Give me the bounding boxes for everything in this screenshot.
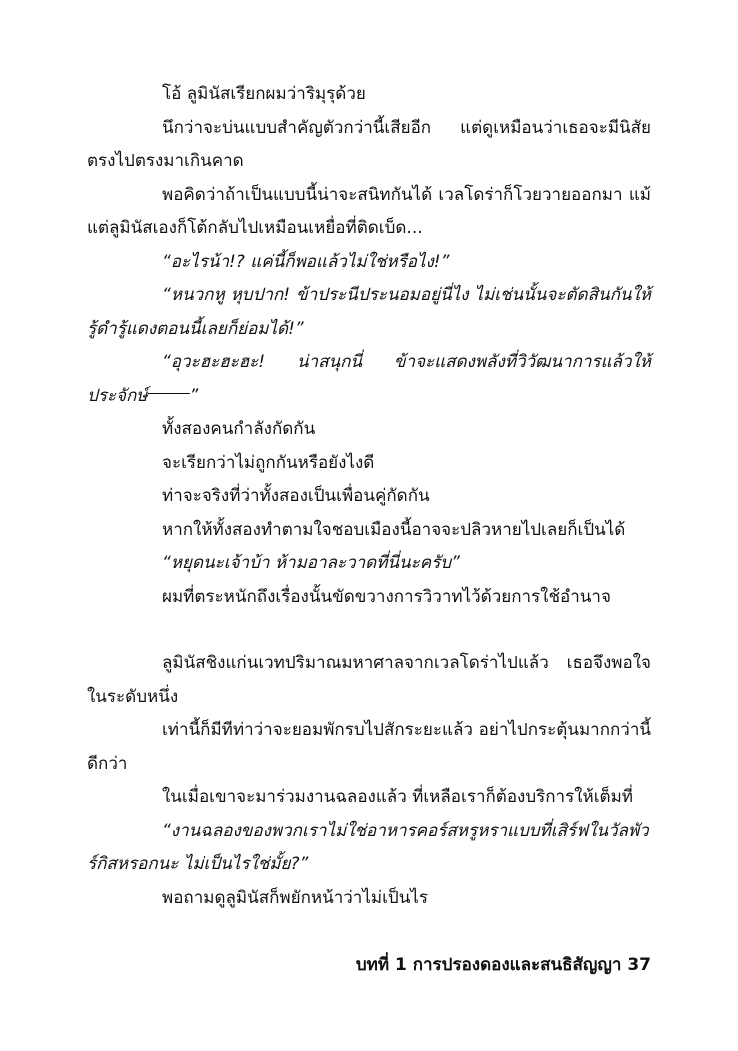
paragraph: จะเรียกว่าไม่ถูกกันหรือยังไงดี [162,452,375,473]
paragraph: นึกว่าจะบ่นแบบสำคัญตัวกว่านี้เสียอีก แต่ดูเหมือนว่าเธอจะมีนิสัยตรงไปตรงมาเกินคาด [87,117,651,171]
page-body [87,78,651,915]
closing-quote: ” [189,385,199,406]
paragraph: โอ้ ลูมินัสเรียกผมว่าริมุรุด้วย [162,84,366,104]
dialogue-line: “หยุดนะเจ้าบ้า ห้ามอาละวาดที่นี่นะครับ” [162,553,460,573]
paragraph: หากให้ทั้งสองทำตามใจชอบเมืองนี้อาจจะปลิวหายไปเลยก็เป็นได้ [162,519,626,540]
page-footer: บทที่ 1 การปรองดองและสนธิสัญญา 37 [355,955,651,975]
paragraph: พอคิดว่าถ้าเป็นแบบนี้น่าจะสนิทกันได้ เวลโดร่าก็โวยวายออกมา แม้แต่ลูมินัสเองก็โต้กลับไปเหมือนเหยื่อที่ติดเบ็ด... [87,184,651,238]
paragraph: ลูมินัสชิงแก่นเวทปริมาณมหาศาลจากเวลโดร่าไปแล้ว เธอจึงพอใจในระดับหนึ่ง [87,653,651,707]
dialogue-line [87,346,651,413]
section-break [87,614,651,647]
dialogue-line: “งานฉลองของพวกเราไม่ใช่อาหารคอร์สหรูหราแบบที่เสิร์ฟในวัลพัวร์กิสหรอกนะ ไม่เป็นไรใช่มั้ย?” [87,820,649,874]
dialogue-text: “อุวะฮะฮะฮะ! น่าสนุกนี่ ข้าจะแสดงพลังที่วิวัฒนาการแล้วให้ประจักษ์ [87,352,651,406]
paragraph: เท่านี้ก็มีทีท่าว่าจะยอมพักรบไปสักระยะแล้ว อย่าไปกระตุ้นมากกว่านี้ดีกว่า [87,720,651,774]
paragraph: ทั้งสองคนกำลังกัดกัน [162,419,316,439]
paragraph: ในเมื่อเขาจะมาร่วมงานฉลองแล้ว ที่เหลือเราก็ต้องบริการให้เต็มที่ [162,787,633,807]
dialogue-line: “อะไรน้า!? แค่นี้ก็พอแล้วไม่ใช่หรือไง!” [162,251,450,272]
paragraph: ท่าจะจริงที่ว่าทั้งสองเป็นเพื่อนคู่กัดกัน [162,486,430,506]
em-dash-line [148,393,190,394]
paragraph: พอถามดูลูมินัสก็พยักหน้าว่าไม่เป็นไร [162,887,428,908]
paragraph: ผมที่ตระหนักถึงเรื่องนั้นขัดขวางการวิวาทไว้ด้วยการใช้อำนาจ [162,586,611,607]
dialogue-line: “หนวกหู หุบปาก! ข้าประนีประนอมอยู่นี่ไง ไม่เช่นนั้นจะตัดสินกันให้รู้ดำรู้แดงตอนนี้เลยก็ย่อมได้!” [87,285,651,339]
